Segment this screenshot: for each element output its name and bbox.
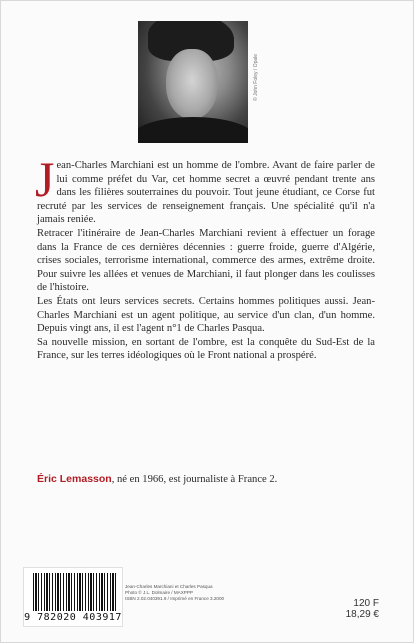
barcode-bars: [33, 573, 117, 611]
author-line: [37, 473, 375, 487]
author-photo: [138, 21, 248, 143]
imprint-isbn: ISBN 2.02.040391.9 / Imprimé en France 3.2000: [125, 596, 225, 601]
barcode: [23, 567, 123, 627]
price-euros: 18,29 €: [345, 609, 379, 620]
price: [346, 598, 379, 620]
dropcap-letter: J: [35, 151, 55, 207]
paragraph-1-text: ean-Charles Marchiani est un homme de l'ombre. Avant de faire parler de lui comme préfet du Var, cet homme secret a œuvré pendant trente ans dans les filières souterraines du pouvoir. Tout jeune étudiant, ce Corse fut recruté par les services de renseignement français. Une spécialité qu'il n'a jamais reniée.: [37, 160, 375, 226]
paragraph-3: Les États ont leurs services secrets. Certains hommes politiques aussi. Jean-Charles Marchiani est un agent politique, au service d'un clan, d'un homme. Depuis vingt ans, il est l'agent n°1 de Charles Pasqua.: [37, 295, 375, 335]
price-francs: 120 F: [353, 598, 379, 609]
author-bio: , né en 1966, est journaliste à France 2.: [111, 474, 278, 485]
photo-face: [166, 49, 218, 119]
paragraph-2: Retracer l'itinéraire de Jean-Charles Marchiani revient à effectuer un forage dans la France de ces dernières décennies : guerre froide, guerre d'Algérie, crises sociales, terrorisme international, commerce des armes, extrême droite. Pour suivre les allées et venues de Marchiani, il faut plonger dans les coulisses de l'histoire.: [37, 227, 375, 294]
barcode-digits: 9 782020 403917: [24, 612, 122, 623]
paragraph-1: [35, 151, 375, 227]
photo-shoulders: [138, 117, 248, 143]
paragraph-4: Sa nouvelle mission, en sortant de l'ombre, est la conquête du Sud-Est de la France, sur les terres idéologiques où le Front national a prospéré.: [37, 336, 375, 362]
imprint-title: Jean-Charles Marchiani et Charles Pasqua: [125, 584, 213, 589]
author-name: Éric Lemasson: [37, 473, 112, 485]
imprint-info: [125, 584, 285, 602]
description-text: [35, 151, 375, 363]
photo-credit: © John Foley / Opale: [253, 53, 259, 101]
imprint-photo-credit: Photo © J.L. Dolmaire / MAXPPP: [125, 590, 193, 595]
